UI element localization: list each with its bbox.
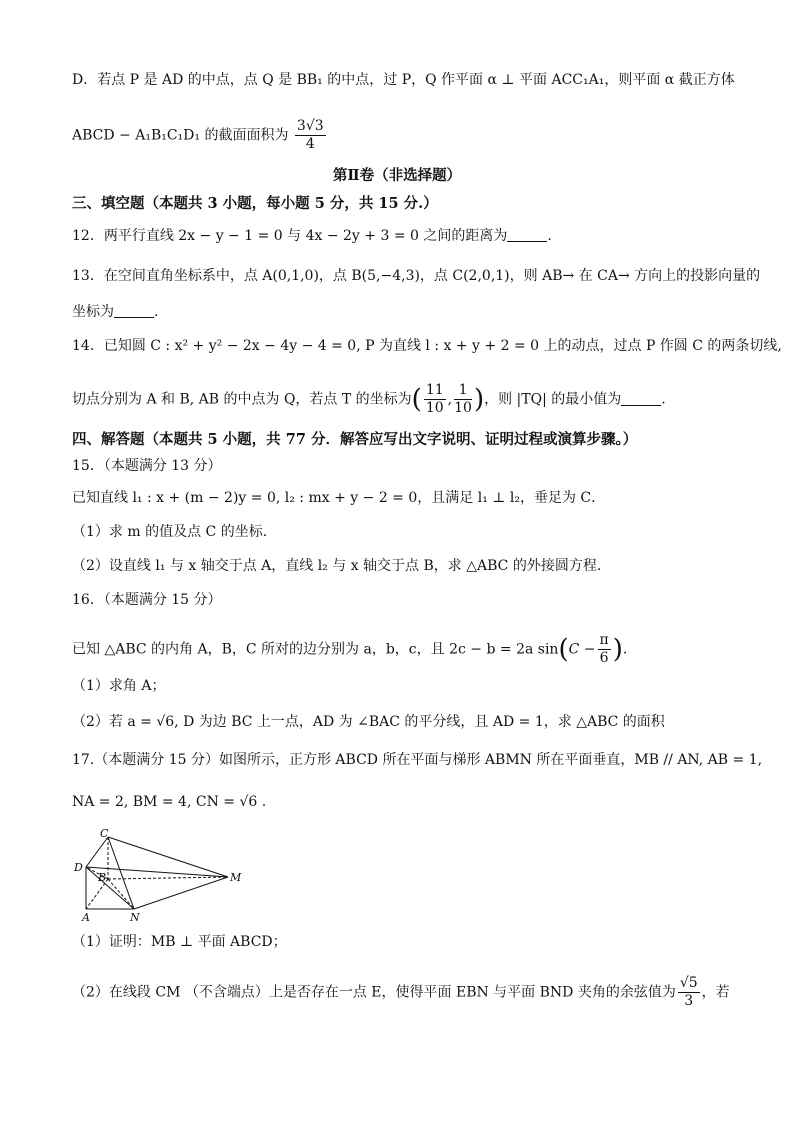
q15-part2: （2）设直线 l₁ 与 x 轴交于点 A，直线 l₂ 与 x 轴交于点 B，求 △ABC 的外接圆方程.: [72, 558, 602, 574]
option-d-line2-text: ABCD − A₁B₁C₁D₁ 的截面面积为: [72, 127, 289, 144]
edge-DM: [86, 867, 228, 877]
label-A: A: [82, 911, 90, 924]
edge-CM: [108, 837, 228, 877]
q12-text: 12．两平行直线 2x − y − 1 = 0 与 4x − 2y + 3 = 0 之间的距离为: [72, 228, 508, 244]
label-B: B: [98, 871, 107, 884]
fraction-denominator: 6: [599, 650, 609, 666]
q14-fraction-1: [424, 382, 446, 417]
fraction-denominator: 10: [425, 400, 444, 416]
section4-title: 四、解答题（本题共 5 小题，共 77 分．解答应写出文字说明、证明过程或演算步骤。）: [72, 431, 638, 448]
q13-line1: 13．在空间直角坐标系中，点 A(0,1,0)，点 B(5,−4,3)，点 C(2,0,1)，则 AB→ 在 CA→ 方向上的投影向量的: [72, 268, 761, 284]
fraction-numerator: π: [599, 632, 609, 648]
answer-blank: [507, 227, 547, 242]
q15-stem: 已知直线 l₁ : x + (m − 2)y = 0, l₂ : mx + y − 2 = 0，且满足 l₁ ⊥ l₂，垂足为 C．: [72, 490, 606, 506]
option-d-line2: [72, 118, 328, 153]
q16-part1: （1）求角 A；: [72, 678, 166, 694]
q15-header: 15．（本题满分 13 分）: [72, 458, 222, 474]
q16-stem: 已知 △ABC 的内角 A，B，C 所对的边分别为 a，b，c，且 2c − b = 2a sin(C − $\frac{\pi}{6}$ ).: [72, 632, 628, 666]
option-d-fraction: [295, 118, 326, 153]
q16-header: 16．（本题满分 15 分）: [72, 592, 222, 608]
q17-part2: [72, 975, 730, 1010]
q13-line2-text: 坐标为: [72, 304, 114, 320]
q13-line2: 坐标为 .: [72, 304, 159, 320]
q14-line2-prefix: 切点分别为 A 和 B, AB 的中点为 Q，若点 T 的坐标为: [72, 391, 412, 408]
q17-part2-text: （2）在线段 CM （不含端点）上是否存在一点 E，使得平面 EBN 与平面 BND 夹角的余弦值为: [72, 984, 676, 1001]
edge-CD: [86, 837, 108, 867]
q17-fraction: [678, 975, 700, 1010]
fraction-numerator: 11: [425, 382, 444, 398]
q14-fraction-2: [454, 382, 472, 417]
fraction-denominator: 10: [454, 400, 472, 416]
q15-part1: （1）求 m 的值及点 C 的坐标.: [72, 524, 268, 540]
q16-fraction: [598, 632, 611, 667]
fraction-denominator: 4: [305, 136, 315, 152]
q14-line2-suffix: ，则 |TQ| 的最小值为: [484, 391, 622, 408]
edge-NM: [134, 877, 228, 909]
q16-stem-text: 已知 △ABC 的内角 A，B，C 所对的边分别为 a，b，c，且 2c − b = 2a sin: [72, 641, 559, 658]
option-d-line1: D．若点 P 是 AD 的中点，点 Q 是 BB₁ 的中点，过 P，Q 作平面 α ⊥ 平面 ACC₁A₁，则平面 α 截正方体: [72, 72, 735, 88]
q16-part2: （2）若 a = √6, D 为边 BC 上一点，AD 为 ∠BAC 的平分线，且 AD = 1，求 △ABC 的面积: [72, 714, 665, 730]
section3-title: 三、填空题（本题共 3 小题，每小题 5 分，共 15 分.）: [72, 195, 438, 212]
q17-line1: 17.（本题满分 15 分）如图所示，正方形 ABCD 所在平面与梯形 ABMN 所在平面垂直，MB // AN, AB = 1,: [72, 752, 763, 768]
q17-part1: （1）证明：MB ⊥ 平面 ABCD；: [72, 934, 287, 950]
fraction-numerator: 1: [454, 382, 472, 400]
q17-part2-suffix: ，若: [701, 984, 730, 1001]
edge-BM: [108, 877, 228, 879]
q14-line1: 14．已知圆 C : x² + y² − 2x − 4y − 4 = 0, P 为直线 l : x + y + 2 = 0 上的动点，过点 P 作圆 C 的两条切线,: [72, 338, 782, 354]
q17-line2: NA = 2, BM = 4, CN = √6 .: [72, 794, 267, 810]
fraction-denominator: 3: [684, 993, 694, 1009]
label-M: M: [230, 871, 242, 884]
answer-blank: [114, 303, 154, 318]
fraction-numerator: 3√3: [296, 118, 324, 134]
fraction-numerator: √5: [679, 975, 698, 991]
part2-title: 第Ⅱ卷（非选择题）: [332, 167, 462, 184]
label-C: C: [100, 827, 109, 840]
label-N: N: [130, 911, 140, 924]
label-D: D: [74, 861, 83, 874]
edge-BN: [108, 879, 134, 909]
geometry-figure: [70, 825, 250, 925]
q14-line2: 切点分别为 A 和 B, AB 的中点为 Q，若点 T 的坐标为( $\frac{11}{10}$ , $\frac{1}{10}$ )，则 |TQ| 的最小值为 .: [72, 382, 666, 416]
q12: 12．两平行直线 2x − y − 1 = 0 与 4x − 2y + 3 = 0 之间的距离为 .: [72, 228, 552, 244]
answer-blank: [621, 391, 661, 406]
